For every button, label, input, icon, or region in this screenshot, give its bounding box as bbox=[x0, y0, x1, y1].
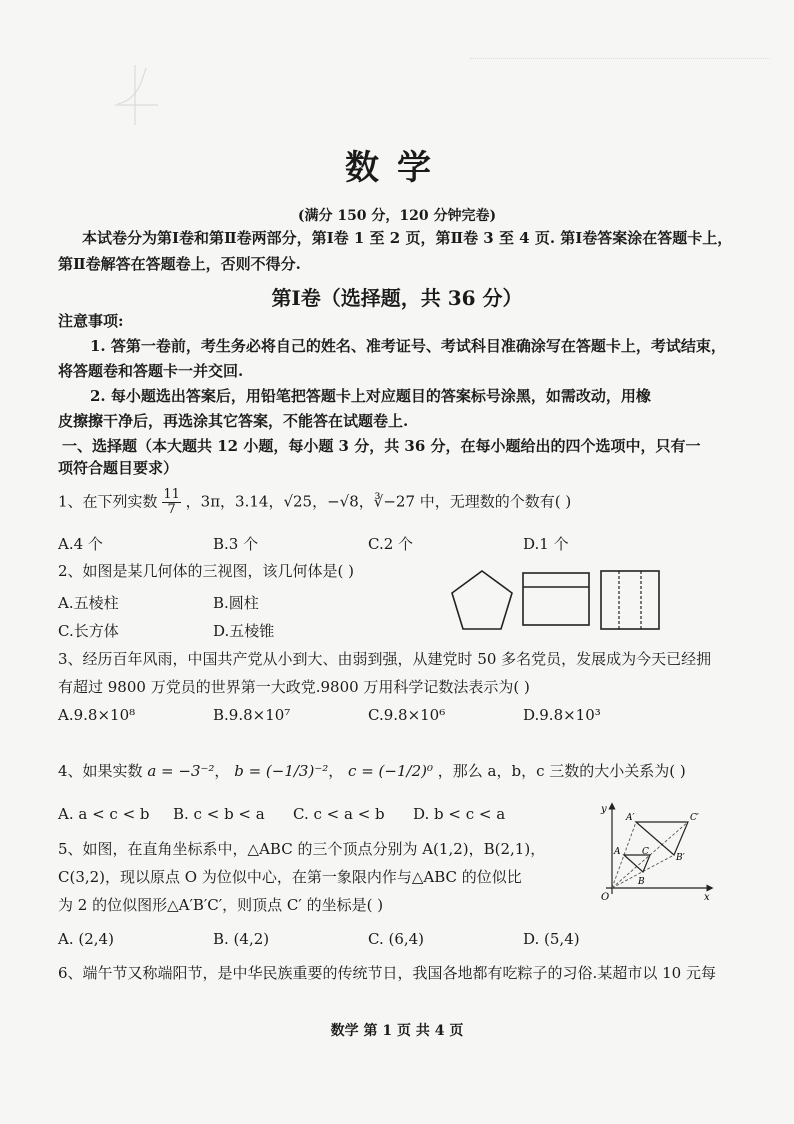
q5-line-3: 为 2 的位似图形△A′B′C′，则顶点 C′ 的坐标是( ) bbox=[58, 896, 384, 914]
q5-line-1: 5、如图，在直角坐标系中，△ABC 的三个顶点分别为 A(1,2)，B(2,1)， bbox=[58, 840, 546, 858]
q3-option-d: D.9.8×10³ bbox=[523, 706, 601, 724]
y-axis-label: y bbox=[601, 804, 607, 815]
a-prime-label: A′ bbox=[626, 813, 635, 823]
origin-label: O bbox=[601, 892, 610, 902]
q1-text: ，3π，3.14，√25，−√8，∛−27 中，无理数的个数有( ) bbox=[185, 492, 572, 511]
pentagon-view bbox=[452, 571, 512, 629]
triangle-abc bbox=[624, 855, 650, 872]
c-prime-label: C′ bbox=[690, 813, 699, 823]
q2-three-view-figure bbox=[445, 565, 675, 637]
page-footer: 数学 第 1 页 共 4 页 bbox=[330, 1023, 464, 1039]
notice-1-line-2: 将答题卷和答题卡一并交回. bbox=[58, 362, 244, 380]
question-2: 2、如图是某几何体的三视图，该几何体是( ) bbox=[58, 562, 355, 580]
bleed-through bbox=[470, 58, 770, 139]
side-view bbox=[601, 571, 659, 629]
question-1 bbox=[58, 488, 571, 517]
part1-heading-line-1: 一、选择题（本大题共 12 小题，每小题 3 分，共 36 分，在每小题给出的四个选项中，只有一 bbox=[62, 437, 701, 455]
q3-line-2: 有超过 9800 万党员的世界第一大政党.9800 万用科学记数法表示为( ) bbox=[58, 678, 530, 696]
q4-b-expression: b = (−1/3)⁻² bbox=[234, 762, 329, 780]
q2-option-c: C.长方体 bbox=[58, 622, 119, 640]
q5-line-2: C(3,2)，现以原点 O 为位似中心，在第一象限内作与△ABC 的位似比 bbox=[58, 868, 522, 886]
section-title: 第Ⅰ卷（选择题，共 36 分） bbox=[271, 286, 523, 310]
q1-option-a: A.4 个 bbox=[58, 535, 103, 553]
q3-option-b: B.9.8×10⁷ bbox=[213, 706, 291, 724]
q4-option-b: B. c < b < a bbox=[173, 805, 265, 823]
q1-frac-numerator: 11 bbox=[163, 487, 180, 502]
q4-a-expression: a = −3⁻² bbox=[147, 762, 215, 780]
c-label: C bbox=[642, 847, 649, 857]
q1-option-c: C.2 个 bbox=[368, 535, 414, 553]
q5-option-d: D. (5,4) bbox=[523, 930, 580, 948]
q2-option-b: B.圆柱 bbox=[213, 594, 259, 612]
q1-option-b: B.3 个 bbox=[213, 535, 259, 553]
bleed-through-graph bbox=[110, 60, 160, 130]
front-view bbox=[523, 573, 589, 625]
q1-frac-denominator: 7 bbox=[167, 502, 176, 517]
q4-option-c: C. c < a < b bbox=[293, 805, 385, 823]
q1-option-d: D.1 个 bbox=[523, 535, 569, 553]
q4-prefix: 4、如果实数 bbox=[58, 762, 143, 780]
exam-subtitle: (满分 150 分，120 分钟完卷) bbox=[297, 208, 497, 224]
notice-1-line-1: 1. 答第一卷前，考生务必将自己的姓名、准考证号、考试科目准确涂写在答题卡上，考试结束， bbox=[90, 337, 726, 355]
b-prime-label: B′ bbox=[676, 853, 685, 863]
notice-title: 注意事项: bbox=[58, 312, 124, 330]
q5-option-b: B. (4,2) bbox=[213, 930, 270, 948]
b-label: B bbox=[638, 877, 645, 887]
q3-line-1: 3、经历百年风雨，中国共产党从小到大、由弱到强，从建党时 50 多名党员，发展成为今天已经拥 bbox=[58, 650, 712, 668]
q5-coordinate-figure bbox=[598, 800, 718, 902]
q1-fraction bbox=[162, 488, 181, 517]
q2-option-a: A.五棱柱 bbox=[58, 594, 119, 612]
q4-option-d: D. b < c < a bbox=[413, 805, 506, 823]
q4-option-a: A. a < c < b bbox=[58, 805, 150, 823]
part1-heading-line-2: 项符合题目要求） bbox=[58, 459, 179, 477]
q4-suffix: ，那么 a，b，c 三数的大小关系为( ) bbox=[437, 762, 686, 780]
q5-option-c: C. (6,4) bbox=[368, 930, 425, 948]
a-label: A bbox=[614, 847, 621, 857]
intro-line-1: 本试卷分为第Ⅰ卷和第Ⅱ卷两部分，第Ⅰ卷 1 至 2 页，第Ⅱ卷 3 至 4 页. 第Ⅰ卷答案涂在答题卡上， bbox=[82, 229, 733, 247]
q2-option-d: D.五棱锥 bbox=[213, 622, 275, 640]
intro-line-2: 第Ⅱ卷解答在答题卷上，否则不得分. bbox=[58, 255, 301, 273]
q3-option-c: C.9.8×10⁶ bbox=[368, 706, 446, 724]
q6-line-1: 6、端午节又称端阳节，是中华民族重要的传统节日，我国各地都有吃粽子的习俗.某超市以 10 元每 bbox=[58, 964, 716, 982]
question-4: 4、如果实数 a = −3⁻²， b = (−1/3)⁻²， c = (−1/2)⁰ ，那么 a，b，c 三数的大小关系为( ) bbox=[58, 762, 686, 780]
page-title: 数学 bbox=[345, 148, 449, 188]
notice-2-line-2: 皮擦擦干净后，再选涂其它答案，不能答在试题卷上. bbox=[58, 412, 409, 430]
q1-prefix: 1、在下列实数 bbox=[58, 492, 158, 511]
q3-option-a: A.9.8×10⁸ bbox=[58, 706, 136, 724]
x-axis-label: x bbox=[704, 892, 710, 902]
notice-2-line-1: 2. 每小题选出答案后，用铅笔把答题卡上对应题目的答案标号涂黑，如需改动，用橡 bbox=[90, 387, 651, 405]
q4-c-expression: c = (−1/2)⁰ bbox=[348, 762, 433, 780]
q5-option-a: A. (2,4) bbox=[58, 930, 114, 948]
